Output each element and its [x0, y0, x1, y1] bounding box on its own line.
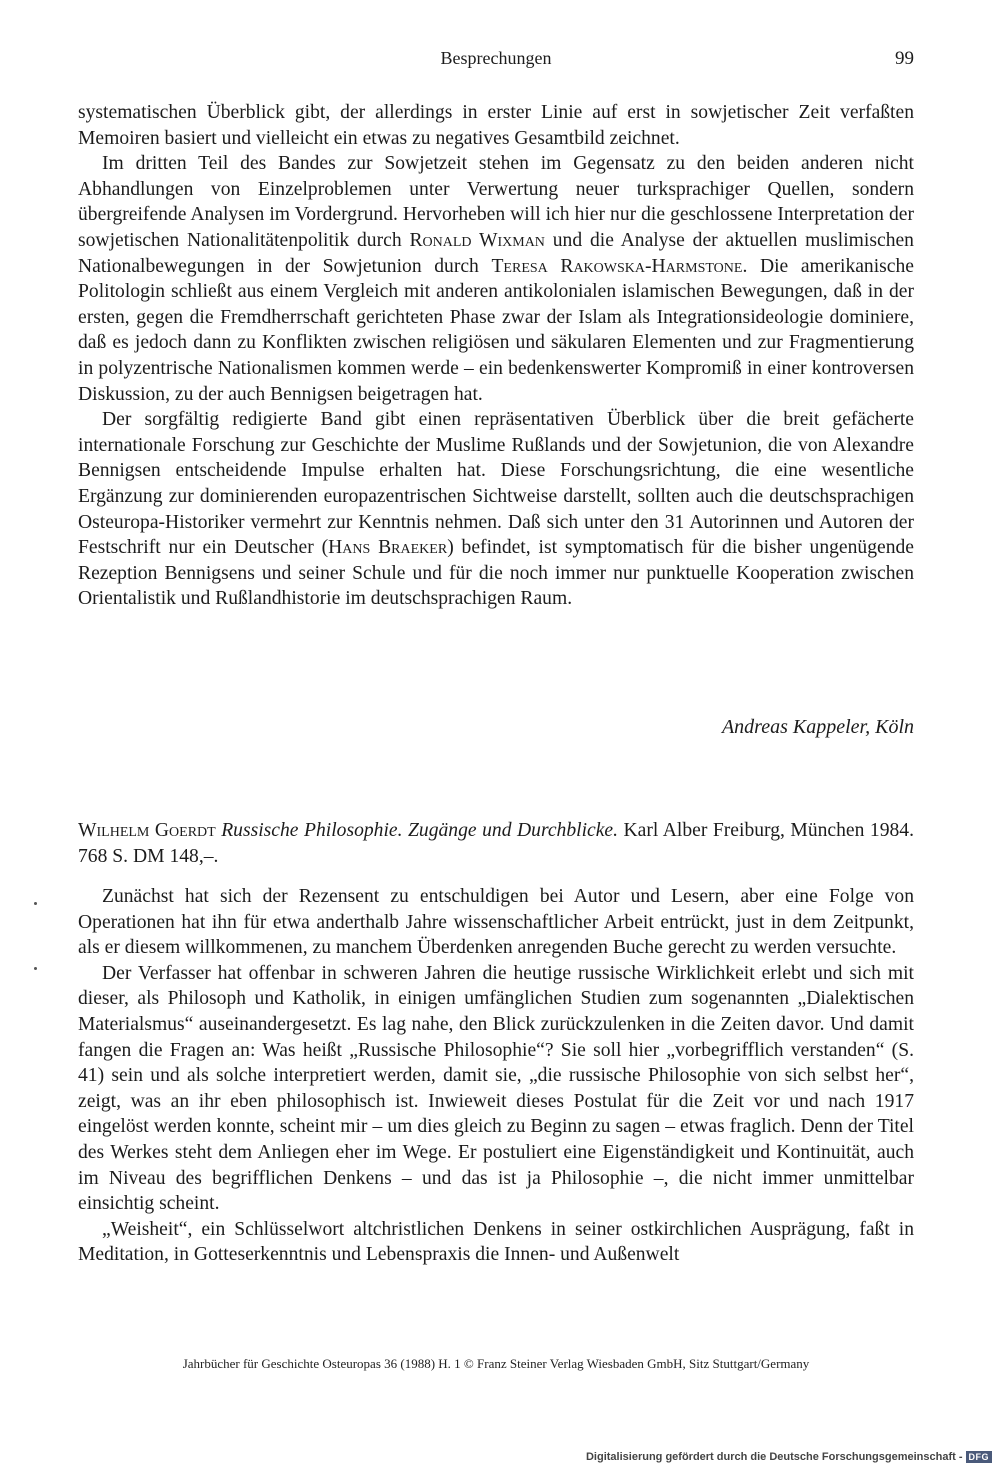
- paragraph-3: Der sorgfältig redigierte Band gibt einen repräsentativen Überblick über die breit gefächerte internationale Forschung zur Geschichte der Muslime Rußlands und der Sowjetunion, die von Alexandre Bennigsen entscheidende Impulse erhalten hat. Diese Forschungsrichtung, die eine wesentliche Ergänzung zur dominierenden europazentrischen Sichtweise darstellt, sollten auch die deutschsprachigen Osteuropa-Historiker vermehrt zur Kenntnis nehmen. Daß sich unter den 31 Autorinnen und Autoren der Festschrift nur ein Deutscher (Hans Braeker) befindet, ist symptomatisch für die bisher ungenügende Rezeption Bennigsens und seiner Schule und für die noch immer nur punktuelle Kooperation zwischen Orientalistik und Rußlandhistorie im deutschsprachigen Raum.: [78, 409, 915, 610]
- book-reference: [78, 818, 914, 869]
- dfg-logo: DFG: [966, 1451, 993, 1463]
- running-head: Besprechungen: [440, 48, 552, 68]
- paragraph-4: Zunächst hat sich der Rezensent zu entschuldigen bei Autor und Lesern, aber eine Folge von Operationen hat ihn für etwa anderthalb Jahre wissenschaftlicher Arbeit entrückt, just in dem Zeitpunkt, als er diesem willkommenen, zu manchem Überdenken anregenden Buche gerecht zu werden versuchte.: [78, 886, 914, 959]
- person-name: Hans Braeker: [328, 537, 448, 559]
- paragraph-2: Im dritten Teil des Bandes zur Sowjetzeit stehen im Gegensatz zu den beiden anderen nicht Abhandlungen von Einzelproblemen unter Verwertung neuer turksprachiger Quellen, sondern übergreifende Analysen im Vordergrund. Hervorheben will ich hier nur die geschlossene Interpretation der sowjetischen Nationalitätenpolitik durch Ronald Wixman und die Analyse der aktuellen muslimischen Nationalbewegungen in der Sowjetunion durch Teresa Rakowska-Harmstone. Die amerikanische Politologin schließt aus einem Vergleich mit anderen antikolonialen islamischen Bewegungen, daß in der ersten, gegen die Fremdherrschaft gerichteten Phase zwar der Islam als Integrationsideologie dominiere, daß es jedoch dann zu Konflikten zwischen religiösen und säkularen Elementen und zur Fragmentierung in polyzentrische Nationalismen kommen werde – ein bedenkenswerter Kompromiß in einer kontroversen Diskussion, zu der auch Bennigsen beigetragen hat.: [78, 153, 914, 405]
- paragraph-5: Der Verfasser hat offenbar in schweren Jahren die heutige russische Wirklichkeit erlebt und sich mit dieser, als Philosoph und Katholik, in einigen umfänglichen Studien zum sogenannten „Dialektischen Materialsmus“ auseinandergesetzt. Es lag nahe, den Blick zurückzulenken in die Zeiten davor. Und damit fangen die Fragen an: Was heißt „Russische Philosophie“? Sie soll hier „vorbegrifflich verstanden“ (S. 41) sein und als solche interpretiert werden, damit sie, „die russische Philosophie von sich selbst her“, zeigt, was an ihr eben philosophisch ist. Inwieweit dieses Postulat für die Zeit vor und nach 1917 eingelöst werden konnte, scheint mir – um dies gleich zu Beginn zu sagen – etwas fraglich. Denn der Titel des Werkes steht dem Anliegen eher im Wege. Er postuliert eine Eigenständigkeit und Kontinuität, auch im Niveau des begrifflichen Denkens – und das ist ja Philosophie –, die nicht immer unmittelbar einsichtig scheint.: [78, 962, 914, 1215]
- reviewer-signature: Andreas Kappeler, Köln: [721, 716, 914, 738]
- book-publication: Karl Alber Freiburg, München 1984. 768 S. DM 148,–.: [78, 820, 915, 867]
- review-continuation: [78, 100, 914, 612]
- paragraph-6: „Weisheit“, ein Schlüsselwort altchristlichen Denkens in seiner ostkirchlichen Ausprägung, faßt in Meditation, in Gotteserkenntnis und Lebenspraxis die Innen- und Außenwelt: [78, 1218, 914, 1266]
- book-author: Wilhelm Goerdt: [78, 820, 216, 841]
- margin-mark: [34, 967, 37, 970]
- review-body: [78, 884, 914, 1268]
- person-name: Ronald Wixman: [409, 229, 545, 251]
- person-name: Teresa Rakowska-Harmstone: [491, 255, 743, 277]
- page-header: [78, 48, 914, 76]
- page-footer: Jahrbücher für Geschichte Osteuropas 36 (1988) H. 1 © Franz Steiner Verlag Wiesbaden GmbH, Sitz Stuttgart/Germany: [182, 1356, 810, 1371]
- margin-mark: [34, 902, 37, 905]
- digitization-note: [586, 1451, 992, 1463]
- book-title: Russische Philosophie. Zugänge und Durchblicke.: [221, 820, 619, 841]
- paragraph-1: systematischen Überblick gibt, der allerdings in erster Linie auf erst in sowjetischer Zeit verfaßten Memoiren basiert und vielleicht ein etwas zu negatives Gesamtbild zeichnet.: [78, 102, 914, 149]
- page-number: 99: [895, 48, 914, 69]
- digitization-text: Digitalisierung gefördert durch die Deutsche Forschungsgemeinschaft -: [585, 1451, 963, 1463]
